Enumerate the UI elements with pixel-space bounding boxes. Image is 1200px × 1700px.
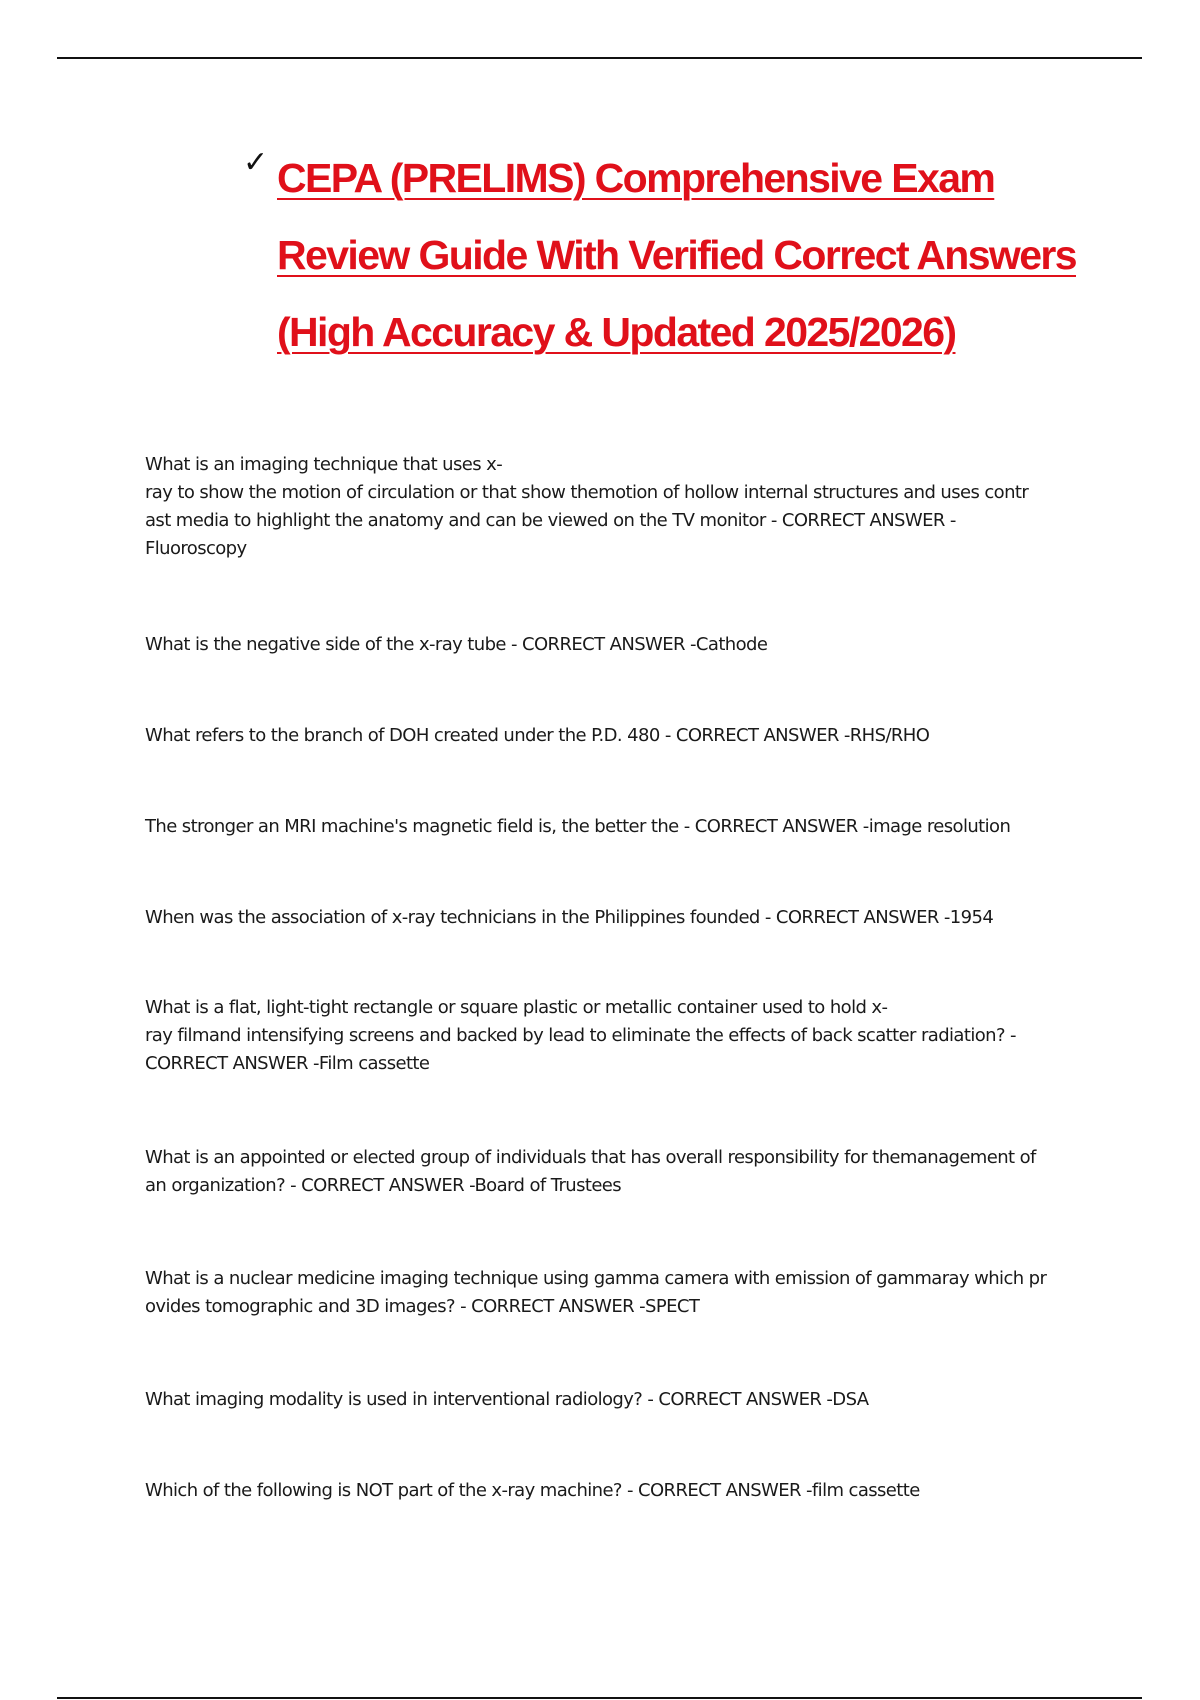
qa-item-5: When was the association of x-ray technicians in the Philippines founded - CORRECT ANSWER -1954 <box>145 907 994 928</box>
checkmark-icon: ✓ <box>243 145 269 180</box>
qa-item-8: What is a nuclear medicine imaging technique using gamma camera with emission of gammaray which pr ovides tomographic and 3D images? - CORRECT ANSWER -SPECT <box>145 1268 1047 1317</box>
qa-item-6: What is a flat, light-tight rectangle or square plastic or metallic container used to hold x- ray filmand intensifying screens and backed by lead to eliminate the effects of back scatter radiation? - CORRECT ANSWER -Film cassette <box>145 997 1016 1074</box>
qa-item-10: Which of the following is NOT part of the x-ray machine? - CORRECT ANSWER -film cassette <box>145 1480 920 1501</box>
qa-item-2: What is the negative side of the x-ray tube - CORRECT ANSWER -Cathode <box>145 634 768 655</box>
document-title: CEPA (PRELIMS) Comprehensive Exam Review Guide With Verified Correct Answers (High Accuracy & Updated 2025/2026) <box>277 155 1076 355</box>
top-rule <box>57 57 1142 59</box>
qa-item-1: What is an imaging technique that uses x- ray to show the motion of circulation or that show themotion of hollow internal structures and uses contr ast media to highlight the anatomy and can be viewed on the TV monitor - CORRECT ANSWER - Fluoroscopy <box>145 454 1029 559</box>
qa-item-3: What refers to the branch of DOH created under the P.D. 480 - CORRECT ANSWER -RHS/RHO <box>145 725 930 746</box>
qa-item-7: What is an appointed or elected group of individuals that has overall responsibility for themanagement of an organization? - CORRECT ANSWER -Board of Trustees <box>145 1147 1036 1196</box>
bottom-rule <box>57 1697 1142 1699</box>
title-block <box>243 140 1123 371</box>
qa-item-4: The stronger an MRI machine's magnetic field is, the better the - CORRECT ANSWER -image resolution <box>145 816 1011 837</box>
qa-item-9: What imaging modality is used in interventional radiology? - CORRECT ANSWER -DSA <box>145 1389 869 1410</box>
